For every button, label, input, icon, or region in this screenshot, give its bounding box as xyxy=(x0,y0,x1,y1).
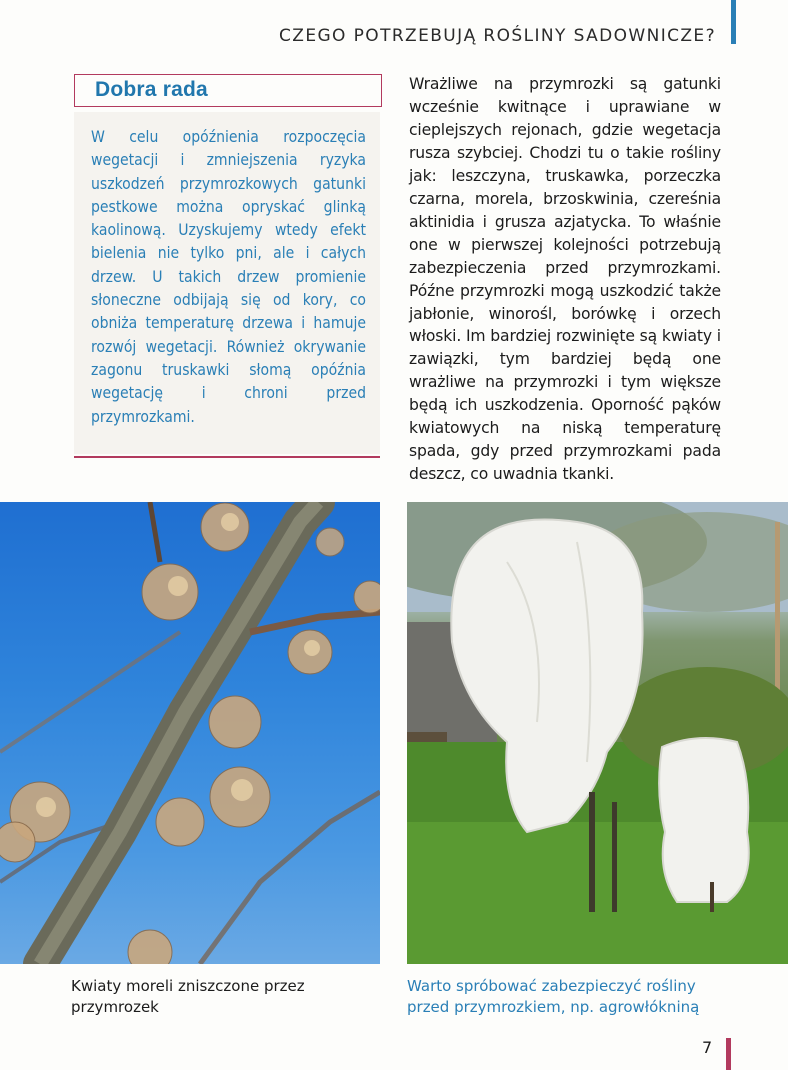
page-number: 7 xyxy=(702,1038,713,1057)
tip-box xyxy=(74,112,380,454)
tip-bottom-rule xyxy=(74,456,380,458)
photo-covered-plants xyxy=(407,502,788,964)
body-paragraph: Wrażliwe na przymrozki są gatunki wcześnie kwitnące i uprawiane w cieplejszych rejonach, gdzie wegetacja rusza szybciej. Chodzi tu o takie rośliny jak: leszczyna, truskawka, porzeczka czarna, morela, brzoskwinia, czereśnia aktinidia i grusza azjatycka. To właśnie one w pierwszej kolejności potrzebują zabezpieczenia przed przymrozkami. Późne przymrozki mogą uszkodzić także jabłonie, winorośl, borówkę i orzech włoski. Im bardziej rozwinięte są kwiaty i zawiązki, tym bardziej będą one wrażliwe na przymrozki i tym większe będą ich uszkodzenia. Oporność pąków kwiatowych na niską temperaturę spada, gdy przed przymrozkami pada deszcz, co uwadnia tkanki. xyxy=(409,75,721,484)
caption-apricot: Kwiaty moreli zniszczone przez przymrozek xyxy=(71,977,305,1016)
header-accent-bar xyxy=(731,0,736,44)
page-number-accent-bar xyxy=(726,1038,731,1070)
running-header: CZEGO POTRZEBUJĄ ROŚLINY SADOWNICZE? xyxy=(279,26,716,46)
tip-title-box xyxy=(74,74,382,107)
tip-title: Dobra rada xyxy=(95,78,208,101)
caption-agrotextile: Warto spróbować zabezpieczyć rośliny przed przymrozkiem, np. agrowłókniną xyxy=(407,977,700,1016)
photo-apricot-flowers xyxy=(0,502,380,964)
tip-text: W celu opóźnienia rozpoczęcia wegetacji i zmniejszenia ryzyka uszkodzeń przymrozkowych gatunki pestkowe można opryskać glinką kaolinową. Uzyskujemy wtedy efekt bielenia nie tylko pni, ale i całych drzew. U takich drzew promienie słoneczne odbijają się od kory, co obniża temperaturę drzewa i hamuje rozwój wegetacji. Również okrywanie zagonu truskawki słomą opóźnia wegetację i chroni przed przymrozkami. xyxy=(91,128,366,426)
